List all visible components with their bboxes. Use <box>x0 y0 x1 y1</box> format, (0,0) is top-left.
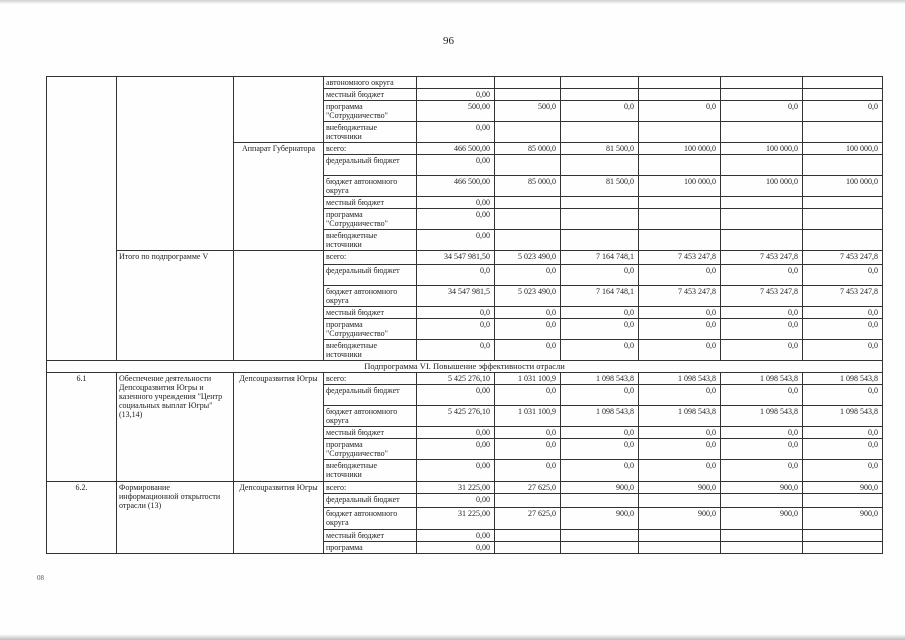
value-cell: 0,0 <box>561 265 639 286</box>
source-label: бюджет автономного округа <box>324 286 417 307</box>
value-cell: 5 023 490,0 <box>495 286 561 307</box>
value-cell: 0,0 <box>561 340 639 361</box>
table-row <box>47 373 883 385</box>
value-cell: 1 031 100,9 <box>495 406 561 427</box>
value-cell: 900,0 <box>803 482 883 494</box>
value-cell <box>561 542 639 554</box>
value-cell: 0,0 <box>803 340 883 361</box>
value-cell <box>803 77 883 89</box>
value-cell: 1 098 543,8 <box>639 373 721 385</box>
source-label: внебюджетные источники <box>324 340 417 361</box>
value-cell: 100 000,0 <box>803 143 883 155</box>
value-cell: 0,0 <box>803 427 883 439</box>
source-label: бюджет автономного округа <box>324 508 417 530</box>
value-cell: 0,0 <box>639 307 721 319</box>
value-cell: 7 453 247,8 <box>803 286 883 307</box>
merged-cell <box>47 77 117 361</box>
value-cell: 7 164 748,1 <box>561 286 639 307</box>
value-cell <box>721 530 803 542</box>
value-cell <box>495 197 561 209</box>
value-cell: 0,0 <box>803 265 883 286</box>
value-cell: 7 453 247,8 <box>639 251 721 265</box>
value-cell: 100 000,0 <box>721 176 803 197</box>
value-cell: 0,0 <box>495 385 561 406</box>
value-cell: 466 500,00 <box>417 143 495 155</box>
value-cell <box>495 542 561 554</box>
value-cell <box>561 89 639 101</box>
source-label: федеральный бюджет <box>324 385 417 406</box>
value-cell: 0,0 <box>639 319 721 340</box>
value-cell <box>561 77 639 89</box>
source-label: федеральный бюджет <box>324 494 417 508</box>
value-cell <box>561 155 639 176</box>
value-cell: 27 625,0 <box>495 482 561 494</box>
value-cell: 1 098 543,8 <box>561 373 639 385</box>
value-cell: 0,0 <box>561 307 639 319</box>
value-cell: 5 425 276,10 <box>417 406 495 427</box>
merged-cell: Депсоцразвития Югры <box>234 482 324 554</box>
budget-table <box>46 76 883 554</box>
value-cell <box>803 197 883 209</box>
value-cell <box>721 155 803 176</box>
value-cell <box>803 494 883 508</box>
value-cell: 31 225,00 <box>417 482 495 494</box>
value-cell <box>721 494 803 508</box>
value-cell: 0,0 <box>417 265 495 286</box>
merged-cell: 6.1 <box>47 373 117 482</box>
value-cell: 900,0 <box>721 482 803 494</box>
value-cell: 500,0 <box>495 101 561 122</box>
value-cell: 0,0 <box>561 385 639 406</box>
value-cell: 0,0 <box>639 385 721 406</box>
value-cell <box>803 122 883 143</box>
value-cell <box>561 209 639 230</box>
value-cell: 0,0 <box>803 101 883 122</box>
merged-cell: Итого по подпрограмме V <box>117 251 234 361</box>
value-cell: 0,0 <box>495 340 561 361</box>
value-cell <box>803 542 883 554</box>
value-cell <box>495 155 561 176</box>
section-header-row <box>47 361 883 373</box>
merged-cell: Аппарат Губернатора <box>234 143 324 251</box>
value-cell: 0,0 <box>561 319 639 340</box>
value-cell: 5 425 276,10 <box>417 373 495 385</box>
value-cell: 85 000,0 <box>495 176 561 197</box>
value-cell: 900,0 <box>639 482 721 494</box>
value-cell: 0,00 <box>417 197 495 209</box>
merged-cell: Формирование информационной открытости отрасли (13) <box>117 482 234 554</box>
value-cell: 0,0 <box>417 319 495 340</box>
value-cell: 0,0 <box>721 460 803 482</box>
scan-top-edge <box>0 0 905 4</box>
value-cell: 100 000,0 <box>803 176 883 197</box>
value-cell <box>721 77 803 89</box>
source-label: местный бюджет <box>324 530 417 542</box>
value-cell: 0,0 <box>803 319 883 340</box>
source-label: всего: <box>324 482 417 494</box>
source-label: внебюджетные источники <box>324 230 417 251</box>
value-cell: 0,00 <box>417 427 495 439</box>
value-cell: 0,0 <box>721 319 803 340</box>
source-label: внебюджетные источники <box>324 122 417 143</box>
value-cell: 0,0 <box>721 101 803 122</box>
value-cell: 100 000,0 <box>639 176 721 197</box>
value-cell: 7 453 247,8 <box>721 251 803 265</box>
value-cell <box>803 89 883 101</box>
value-cell: 0,0 <box>639 460 721 482</box>
source-label: всего: <box>324 143 417 155</box>
value-cell: 0,00 <box>417 439 495 460</box>
value-cell: 7 453 247,8 <box>721 286 803 307</box>
value-cell: 0,00 <box>417 542 495 554</box>
value-cell <box>495 530 561 542</box>
value-cell: 0,0 <box>495 265 561 286</box>
value-cell: 0,00 <box>417 230 495 251</box>
value-cell <box>639 542 721 554</box>
source-label: всего: <box>324 373 417 385</box>
value-cell: 7 164 748,1 <box>561 251 639 265</box>
value-cell: 0,0 <box>495 439 561 460</box>
value-cell: 34 547 981,5 <box>417 286 495 307</box>
value-cell <box>803 155 883 176</box>
value-cell: 0,00 <box>417 530 495 542</box>
source-label: бюджет автономного округа <box>324 406 417 427</box>
value-cell <box>561 494 639 508</box>
value-cell: 1 098 543,8 <box>561 406 639 427</box>
value-cell: 0,0 <box>639 101 721 122</box>
value-cell <box>495 122 561 143</box>
value-cell <box>495 209 561 230</box>
table-row <box>47 251 883 265</box>
source-label: федеральный бюджет <box>324 155 417 176</box>
value-cell: 0,0 <box>561 460 639 482</box>
value-cell: 0,0 <box>721 385 803 406</box>
value-cell: 0,0 <box>495 460 561 482</box>
source-label: программа "Сотрудничество" <box>324 101 417 122</box>
value-cell: 1 098 543,8 <box>639 406 721 427</box>
value-cell <box>639 155 721 176</box>
merged-cell: 6.2. <box>47 482 117 554</box>
value-cell: 0,0 <box>639 265 721 286</box>
value-cell: 1 098 543,8 <box>721 373 803 385</box>
value-cell <box>721 542 803 554</box>
table-row <box>47 482 883 494</box>
value-cell: 0,0 <box>417 340 495 361</box>
value-cell <box>721 209 803 230</box>
scan-bottom-edge <box>0 634 905 640</box>
source-label: программа "Сотрудничество" <box>324 209 417 230</box>
value-cell <box>639 122 721 143</box>
value-cell: 1 031 100,9 <box>495 373 561 385</box>
value-cell: 0,0 <box>803 307 883 319</box>
value-cell: 0,00 <box>417 460 495 482</box>
value-cell: 1 098 543,8 <box>803 406 883 427</box>
source-label: внебюджетные источники <box>324 460 417 482</box>
value-cell: 81 500,0 <box>561 176 639 197</box>
value-cell: 0,00 <box>417 494 495 508</box>
value-cell: 34 547 981,50 <box>417 251 495 265</box>
value-cell: 7 453 247,8 <box>639 286 721 307</box>
value-cell <box>803 530 883 542</box>
value-cell <box>561 230 639 251</box>
source-label: автономного округа <box>324 77 417 89</box>
value-cell: 0,00 <box>417 209 495 230</box>
merged-cell: Обеспечение деятельности Депсоцразвития Югры и казенного учреждения "Центр социальных выплат Югры" (13,14) <box>117 373 234 482</box>
merged-cell: Депсоцразвития Югры <box>234 373 324 482</box>
value-cell <box>721 89 803 101</box>
value-cell: 85 000,0 <box>495 143 561 155</box>
value-cell: 0,0 <box>639 427 721 439</box>
value-cell <box>561 122 639 143</box>
value-cell: 100 000,0 <box>721 143 803 155</box>
source-label: программа <box>324 542 417 554</box>
section-header: Подпрограмма VI. Повышение эффективности отрасли <box>47 361 883 373</box>
source-label: бюджет автономного округа <box>324 176 417 197</box>
value-cell: 0,0 <box>721 307 803 319</box>
value-cell <box>639 494 721 508</box>
value-cell <box>721 122 803 143</box>
value-cell: 0,0 <box>561 427 639 439</box>
value-cell: 500,00 <box>417 101 495 122</box>
value-cell <box>561 197 639 209</box>
value-cell: 7 453 247,8 <box>803 251 883 265</box>
page-number: 96 <box>443 35 454 47</box>
value-cell: 0,0 <box>639 439 721 460</box>
value-cell: 0,0 <box>561 101 639 122</box>
value-cell <box>639 530 721 542</box>
value-cell: 31 225,00 <box>417 508 495 530</box>
source-label: местный бюджет <box>324 427 417 439</box>
source-label: местный бюджет <box>324 307 417 319</box>
value-cell <box>639 89 721 101</box>
value-cell: 900,0 <box>803 508 883 530</box>
value-cell: 900,0 <box>561 482 639 494</box>
value-cell <box>721 230 803 251</box>
value-cell <box>639 230 721 251</box>
value-cell: 0,0 <box>417 307 495 319</box>
value-cell: 0,0 <box>639 340 721 361</box>
value-cell <box>803 230 883 251</box>
value-cell: 0,00 <box>417 155 495 176</box>
value-cell: 0,0 <box>721 265 803 286</box>
value-cell: 0,0 <box>803 385 883 406</box>
table-row <box>47 77 883 89</box>
value-cell: 0,0 <box>721 439 803 460</box>
footer-mark: 08 <box>37 574 44 582</box>
value-cell: 0,0 <box>495 319 561 340</box>
value-cell: 5 023 490,0 <box>495 251 561 265</box>
merged-cell <box>234 77 324 143</box>
value-cell <box>495 230 561 251</box>
value-cell: 0,0 <box>721 427 803 439</box>
value-cell <box>639 209 721 230</box>
merged-cell <box>117 77 234 251</box>
source-label: местный бюджет <box>324 197 417 209</box>
value-cell: 900,0 <box>561 508 639 530</box>
value-cell <box>495 89 561 101</box>
merged-cell <box>234 251 324 361</box>
value-cell: 0,0 <box>803 439 883 460</box>
source-label: местный бюджет <box>324 89 417 101</box>
value-cell <box>495 494 561 508</box>
source-label: федеральный бюджет <box>324 265 417 286</box>
source-label: программа "Сотрудничество" <box>324 439 417 460</box>
value-cell <box>803 209 883 230</box>
value-cell: 900,0 <box>721 508 803 530</box>
value-cell: 0,00 <box>417 385 495 406</box>
value-cell <box>639 77 721 89</box>
value-cell <box>721 197 803 209</box>
value-cell: 0,0 <box>803 460 883 482</box>
value-cell: 0,0 <box>721 340 803 361</box>
value-cell: 81 500,0 <box>561 143 639 155</box>
value-cell <box>561 530 639 542</box>
value-cell <box>417 77 495 89</box>
value-cell: 900,0 <box>639 508 721 530</box>
value-cell: 1 098 543,8 <box>803 373 883 385</box>
value-cell <box>495 77 561 89</box>
source-label: всего: <box>324 251 417 265</box>
value-cell <box>639 197 721 209</box>
value-cell: 0,0 <box>495 307 561 319</box>
value-cell: 0,0 <box>495 427 561 439</box>
value-cell: 27 625,0 <box>495 508 561 530</box>
source-label: программа "Сотрудничество" <box>324 319 417 340</box>
value-cell: 0,0 <box>561 439 639 460</box>
value-cell: 466 500,00 <box>417 176 495 197</box>
value-cell: 0,00 <box>417 89 495 101</box>
value-cell: 100 000,0 <box>639 143 721 155</box>
value-cell: 1 098 543,8 <box>721 406 803 427</box>
value-cell: 0,00 <box>417 122 495 143</box>
